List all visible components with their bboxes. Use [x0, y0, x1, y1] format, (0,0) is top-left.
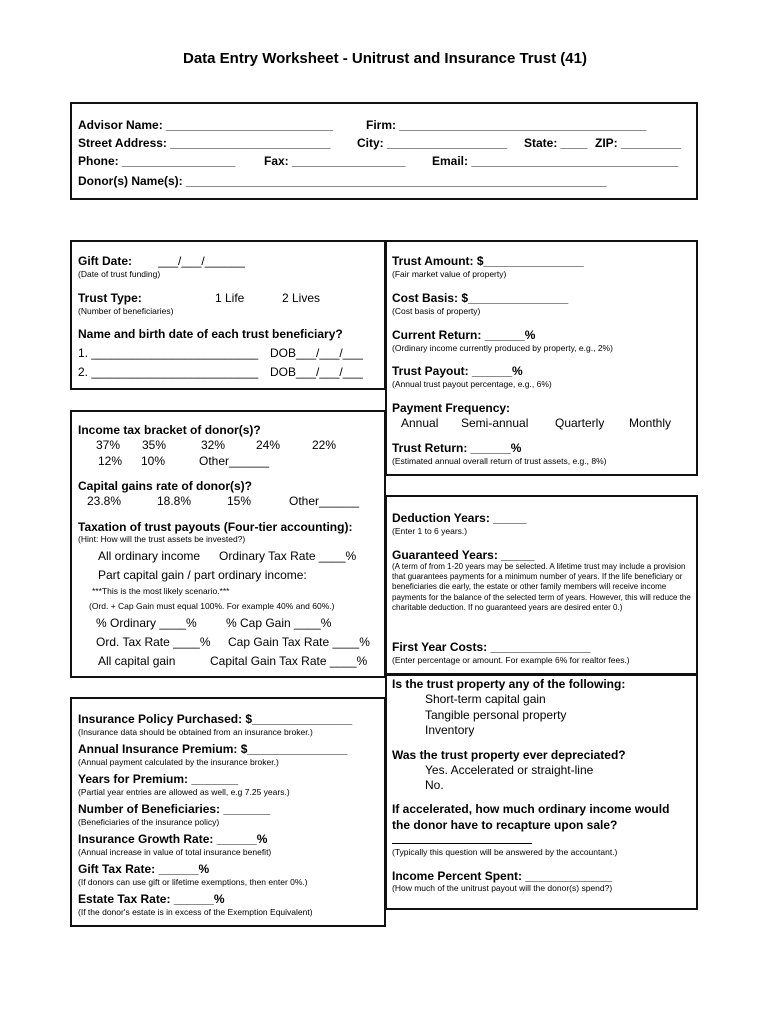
taxation-hint: (Hint: How will the trust assets be invested?)	[78, 534, 246, 544]
trust-return-field[interactable]: Trust Return: ______%	[392, 441, 522, 455]
cost-basis-hint: (Cost basis of property)	[392, 306, 481, 316]
guaranteed-years-hint: (A term of from 1-20 years may be selected. A lifetime trust may include a provision that guarantees payments for a minimum number of years. If the life beneficiary or beneficiaries die early, the estate or other family members will receive income payments for the balance of the selected term of years. However, this will reduce the charitable deduction. If no guaranteed years are desired enter 0.)	[392, 562, 691, 612]
trust-type-label: Trust Type:	[78, 291, 142, 305]
gift-date-hint: (Date of trust funding)	[78, 269, 161, 279]
street-address-field[interactable]: Street Address: ________________________	[78, 136, 331, 150]
beneficiary-2-name[interactable]: 2. _________________________	[78, 365, 259, 379]
insurance-policy-field[interactable]: Insurance Policy Purchased: $_______________	[78, 712, 353, 726]
depreciated-yes-option[interactable]: Yes. Accelerated or straight-line	[425, 763, 594, 777]
bracket-35[interactable]: 35%	[142, 438, 167, 452]
part-capital-gain-option[interactable]: Part capital gain / part ordinary income:	[98, 568, 307, 582]
annual-premium-hint: (Annual payment calculated by the insurance broker.)	[78, 757, 279, 767]
deduction-years-hint: (Enter 1 to 6 years.)	[392, 526, 468, 536]
trust-type-two-lives[interactable]: 2 Lives	[282, 291, 321, 305]
estate-tax-rate-hint: (If the donor's estate is in excess of the Exemption Equivalent)	[78, 907, 313, 917]
property-tangible[interactable]: Tangible personal property	[425, 708, 567, 722]
bracket-22[interactable]: 22%	[312, 438, 337, 452]
beneficiary-heading: Name and birth date of each trust beneficiary?	[78, 327, 343, 341]
first-year-costs-field[interactable]: First Year Costs: _______________	[392, 640, 591, 654]
bracket-32[interactable]: 32%	[201, 438, 226, 452]
deduction-years-field[interactable]: Deduction Years: _____	[392, 511, 527, 525]
email-field[interactable]: Email: _______________________________	[432, 154, 679, 168]
estate-tax-rate-field[interactable]: Estate Tax Rate: ______%	[78, 892, 225, 906]
all-capital-gain-option[interactable]: All capital gain	[98, 654, 176, 668]
number-beneficiaries-hint: (Beneficiaries of the insurance policy)	[78, 817, 220, 827]
all-ordinary-option[interactable]: All ordinary income	[98, 549, 201, 563]
trust-amount-field[interactable]: Trust Amount: $_______________	[392, 254, 584, 268]
fax-field[interactable]: Fax: _________________	[264, 154, 406, 168]
bracket-37[interactable]: 37%	[96, 438, 121, 452]
phone-field[interactable]: Phone: _________________	[78, 154, 236, 168]
beneficiary-1-dob[interactable]: DOB___/___/___	[270, 346, 363, 360]
cost-basis-field[interactable]: Cost Basis: $_______________	[392, 291, 569, 305]
trust-return-hint: (Estimated annual overall return of trust assets, e.g., 8%)	[392, 456, 607, 466]
firm-field[interactable]: Firm: _____________________________________	[366, 118, 647, 132]
frequency-semiannual[interactable]: Semi-annual	[461, 416, 529, 430]
zip-field[interactable]: ZIP: _________	[595, 136, 682, 150]
cg-rate-18-8[interactable]: 18.8%	[157, 494, 192, 508]
cg-tax-rate-field[interactable]: Cap Gain Tax Rate ____%	[228, 635, 370, 649]
cg-rate-23-8[interactable]: 23.8%	[87, 494, 122, 508]
depreciated-heading: Was the trust property ever depreciated?	[392, 748, 626, 762]
depreciated-no-option[interactable]: No.	[425, 778, 444, 792]
ord-tax-rate-field[interactable]: Ord. Tax Rate ____%	[96, 635, 211, 649]
recapture-answer-line[interactable]	[392, 843, 532, 844]
insurance-policy-hint: (Insurance data should be obtained from an insurance broker.)	[78, 727, 313, 737]
city-field[interactable]: City: __________________	[357, 136, 508, 150]
page-title: Data Entry Worksheet - Unitrust and Insurance Trust (41)	[183, 50, 587, 67]
trust-payout-field[interactable]: Trust Payout: ______%	[392, 364, 523, 378]
guaranteed-years-field[interactable]: Guaranteed Years: _____	[392, 548, 535, 562]
annual-premium-field[interactable]: Annual Insurance Premium: $_______________	[78, 742, 348, 756]
bracket-12[interactable]: 12%	[98, 454, 123, 468]
pct-ordinary-field[interactable]: % Ordinary ____%	[96, 616, 197, 630]
donor-names-field[interactable]: Donor(s) Name(s): _______________________________________________________________	[78, 174, 607, 188]
frequency-quarterly[interactable]: Quarterly	[555, 416, 605, 430]
must-equal-note: (Ord. + Cap Gain must equal 100%. For example 40% and 60%.)	[89, 601, 335, 611]
bracket-10[interactable]: 10%	[141, 454, 166, 468]
frequency-monthly[interactable]: Monthly	[629, 416, 672, 430]
number-beneficiaries-field[interactable]: Number of Beneficiaries: _______	[78, 802, 271, 816]
recapture-heading-line-2: the donor have to recapture upon sale?	[392, 818, 618, 832]
insurance-growth-hint: (Annual increase in value of total insurance benefit)	[78, 847, 272, 857]
recapture-heading-line-1: If accelerated, how much ordinary income would	[392, 802, 670, 816]
years-premium-field[interactable]: Years for Premium: _______	[78, 772, 239, 786]
income-percent-spent-field[interactable]: Income Percent Spent: _____________	[392, 869, 613, 883]
beneficiary-2-dob[interactable]: DOB___/___/___	[270, 365, 363, 379]
current-return-hint: (Ordinary income currently produced by property, e.g., 2%)	[392, 343, 613, 353]
state-field[interactable]: State: ____	[524, 136, 588, 150]
property-inventory[interactable]: Inventory	[425, 723, 475, 737]
cg-rate-other[interactable]: Other______	[289, 494, 360, 508]
gift-tax-rate-hint: (If donors can use gift or lifetime exemptions, then enter 0%.)	[78, 877, 308, 887]
gift-tax-rate-field[interactable]: Gift Tax Rate: ______%	[78, 862, 210, 876]
payment-frequency-label: Payment Frequency:	[392, 401, 511, 415]
trust-payout-hint: (Annual trust payout percentage, e.g., 6%)	[392, 379, 552, 389]
income-percent-spent-hint: (How much of the unitrust payout will the donor(s) spend?)	[392, 883, 613, 893]
bracket-other[interactable]: Other______	[199, 454, 270, 468]
pct-capgain-field[interactable]: % Cap Gain ____%	[226, 616, 332, 630]
advisor-name-field[interactable]: Advisor Name: _________________________	[78, 118, 333, 132]
property-heading: Is the trust property any of the following:	[392, 677, 626, 691]
insurance-growth-field[interactable]: Insurance Growth Rate: ______%	[78, 832, 268, 846]
trust-type-one-life[interactable]: 1 Life	[215, 291, 245, 305]
current-return-field[interactable]: Current Return: ______%	[392, 328, 536, 342]
ordinary-tax-rate-field[interactable]: Ordinary Tax Rate ____%	[219, 549, 357, 563]
income-bracket-heading: Income tax bracket of donor(s)?	[78, 423, 261, 437]
recapture-hint: (Typically this question will be answered by the accountant.)	[392, 847, 618, 857]
capital-gain-tax-rate-field[interactable]: Capital Gain Tax Rate ____%	[210, 654, 368, 668]
gift-date-field[interactable]: ___/___/______	[158, 254, 245, 268]
frequency-annual[interactable]: Annual	[401, 416, 439, 430]
years-premium-hint: (Partial year entries are allowed as well, e.g 7.25 years.)	[78, 787, 290, 797]
capital-gains-heading: Capital gains rate of donor(s)?	[78, 479, 253, 493]
beneficiary-1-name[interactable]: 1. _________________________	[78, 346, 259, 360]
likely-scenario-note: ***This is the most likely scenario.***	[92, 586, 230, 596]
cg-rate-15[interactable]: 15%	[227, 494, 252, 508]
first-year-costs-hint: (Enter percentage or amount. For example 6% for realtor fees.)	[392, 655, 630, 665]
gift-date-label: Gift Date:	[78, 254, 132, 268]
trust-type-hint: (Number of beneficiaries)	[78, 306, 174, 316]
bracket-24[interactable]: 24%	[256, 438, 281, 452]
trust-amount-hint: (Fair market value of property)	[392, 269, 507, 279]
taxation-heading: Taxation of trust payouts (Four-tier accounting):	[78, 520, 353, 534]
property-short-term[interactable]: Short-term capital gain	[425, 692, 546, 706]
